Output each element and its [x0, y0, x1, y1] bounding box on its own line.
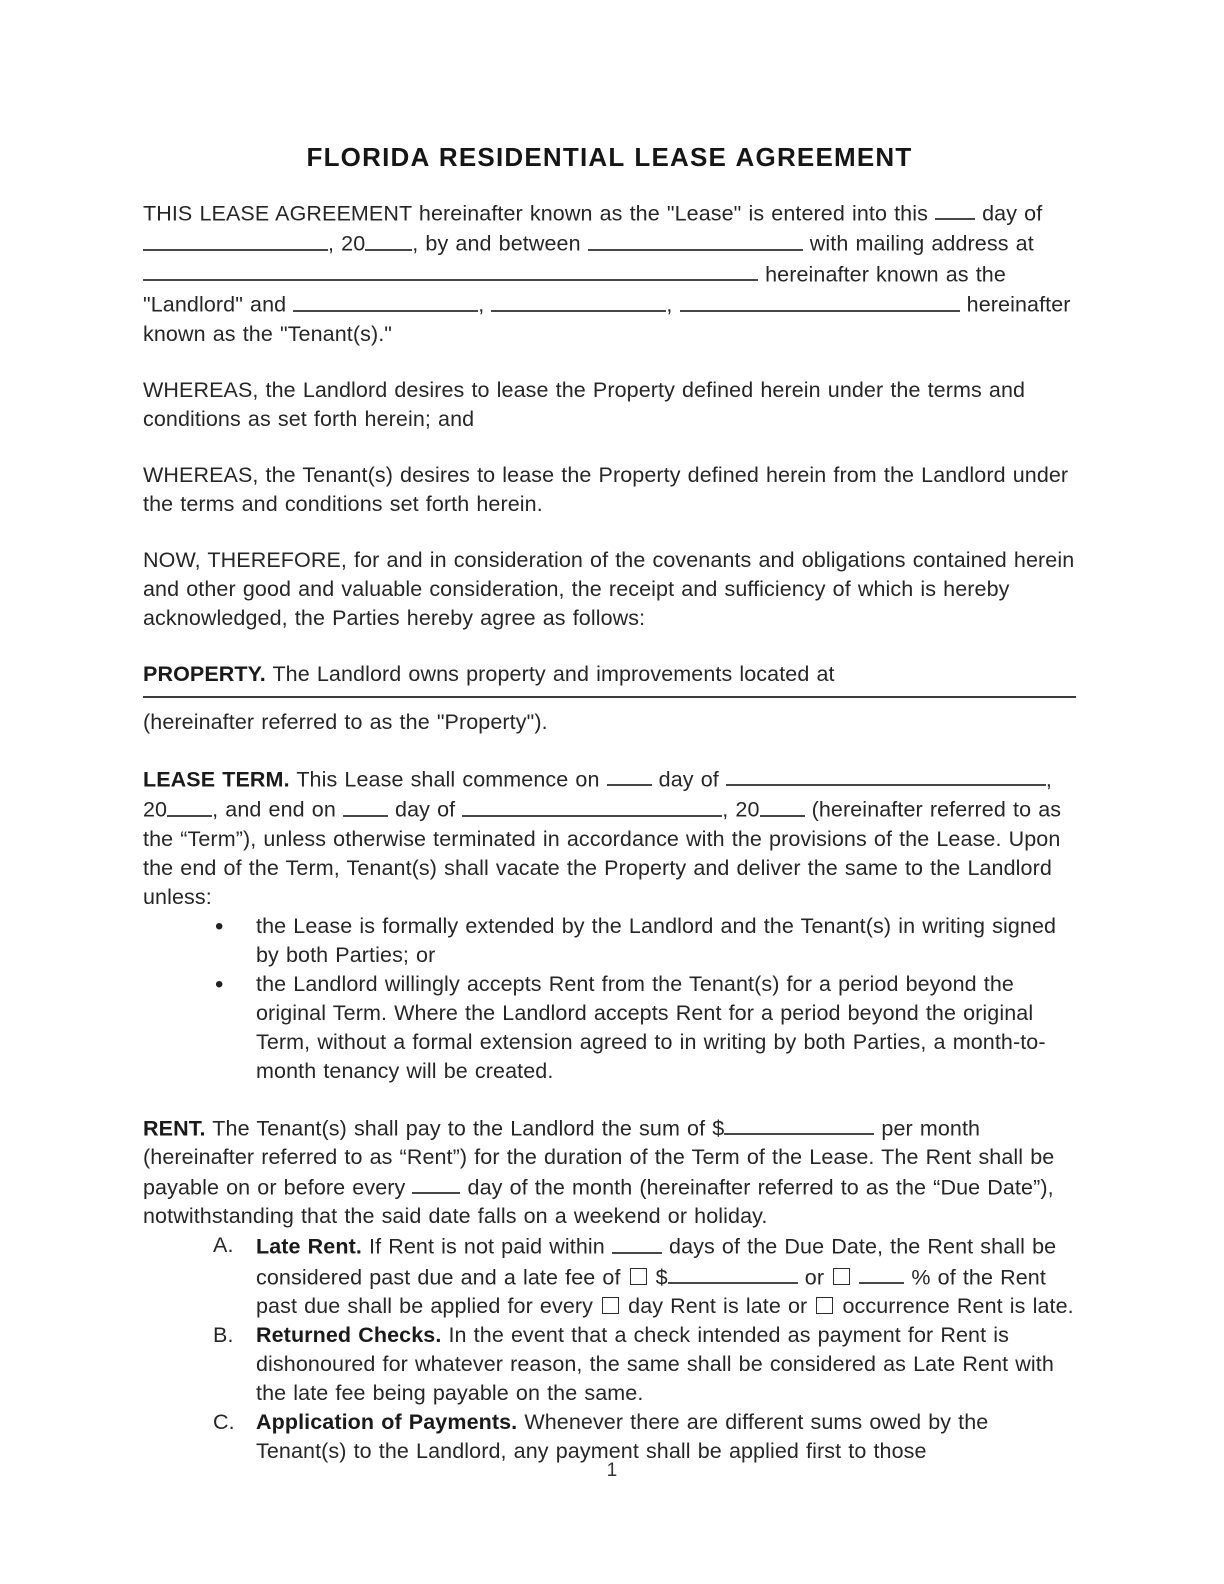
item-letter: A.: [213, 1233, 234, 1258]
blank-fill-line: [143, 259, 758, 281]
document-body: [143, 198, 1076, 1466]
paragraph: THIS LEASE AGREEMENT hereinafter known as the "Lease" is entered into this day of , 20 , by and between with mailing address at hereinafter known as the "Landlord" and , , hereinafter known as the "Tenant(s).": [143, 198, 1076, 349]
paragraph: NOW, THEREFORE, for and in consideration of the covenants and obligations contained herein and other good and valuable consideration, the receipt and sufficiency of which is hereby acknowledged, the Parties hereby agree as follows:: [143, 547, 1075, 630]
checkbox-icon: [816, 1297, 833, 1314]
bold-lead-in: RENT.: [143, 1115, 206, 1140]
bold-lead-in: LEASE TERM.: [143, 767, 290, 792]
lettered-item-text: Late Rent. If Rent is not paid within days of the Due Date, the Rent shall be considered past due and a late fee of $ or % of the Rent past due shall be applied for every day Rent is late or occurrence Rent is late.: [256, 1231, 1076, 1321]
bullet-item: • the Lease is formally extended by the Landlord and the Tenant(s) in writing signed by both Parties; or: [143, 912, 1076, 970]
bullet-item: • the Landlord willingly accepts Rent from the Tenant(s) for a period beyond the original Term. Where the Landlord accepts Rent for a period beyond the original Term, without a formal extension agreed to in writing by both Parties, a month-to-month tenancy will be created.: [143, 970, 1076, 1086]
blank-fill-line: [462, 794, 722, 816]
lettered-item: [143, 1321, 1076, 1408]
bold-lead-in: Application of Payments.: [256, 1410, 518, 1435]
document-content: [143, 140, 1076, 1466]
item-letter: C.: [213, 1410, 235, 1435]
paragraph: PROPERTY. The Landlord owns property and improvements located at: [143, 661, 835, 686]
checkbox-icon: [833, 1268, 850, 1285]
checkbox-icon: [602, 1297, 619, 1314]
bold-lead-in: Returned Checks.: [256, 1323, 442, 1348]
bullet-list: [143, 912, 1076, 1086]
blank-fill-line: [680, 289, 960, 311]
blank-fill-line: [724, 1113, 874, 1135]
blank-fill-line: [365, 228, 412, 250]
blank-rule-line: [143, 696, 1076, 698]
blank-fill-line: [859, 1262, 904, 1284]
blank-fill-line: [668, 1262, 798, 1284]
blank-fill-line: [612, 1231, 662, 1253]
blank-fill-line: [491, 289, 666, 311]
paragraph: LEASE TERM. This Lease shall commence on day of , 20 , and end on day of , 20 (hereinafter referred to as the “Term”), unless otherwise terminated in accordance with the provisions of the Lease. Upon the end of the Term, Tenant(s) shall vacate the Property and deliver the same to the Landlord unless:: [143, 764, 1076, 912]
paragraph: RENT. The Tenant(s) shall pay to the Landlord the sum of $ per month (hereinafter referred to as “Rent”) for the duration of the Term of the Lease. The Rent shall be payable on or before every day of the month (hereinafter referred to as the “Due Date”), notwithstanding that the said date falls on a weekend or holiday.: [143, 1113, 1076, 1232]
checkbox-icon: [630, 1268, 647, 1285]
blank-fill-line: [607, 764, 652, 786]
lettered-item-text: Application of Payments. Whenever there are different sums owed by the Tenant(s) to the Landlord, any payment shall be applied first to those: [256, 1410, 989, 1464]
page-number: 1: [606, 1460, 618, 1481]
blank-fill-line: [588, 228, 803, 250]
bold-lead-in: PROPERTY.: [143, 661, 266, 686]
blank-fill-line: [760, 794, 805, 816]
blank-fill-line: [143, 228, 328, 250]
lettered-item: [143, 1231, 1076, 1321]
paragraph: (hereinafter referred to as the "Property").: [143, 709, 548, 734]
item-letter: B.: [213, 1323, 234, 1348]
blank-fill-line: [343, 794, 388, 816]
blank-fill-line: [935, 198, 975, 220]
document-title: FLORIDA RESIDENTIAL LEASE AGREEMENT: [306, 142, 913, 172]
blank-fill-line: [412, 1172, 460, 1194]
paragraph: WHEREAS, the Tenant(s) desires to lease the Property defined herein from the Landlord under the terms and conditions set forth herein.: [143, 462, 1069, 516]
paragraph: WHEREAS, the Landlord desires to lease the Property defined herein under the terms and conditions as set forth herein; and: [143, 377, 1026, 431]
blank-fill-line: [293, 289, 478, 311]
blank-fill-line: [726, 764, 1046, 786]
lettered-item-text: Returned Checks. In the event that a check intended as payment for Rent is dishonoured for whatever reason, the same shall be considered as Late Rent with the late fee being payable on the same.: [256, 1323, 1054, 1406]
blank-fill-line: [167, 794, 212, 816]
bold-lead-in: Late Rent.: [256, 1234, 362, 1259]
